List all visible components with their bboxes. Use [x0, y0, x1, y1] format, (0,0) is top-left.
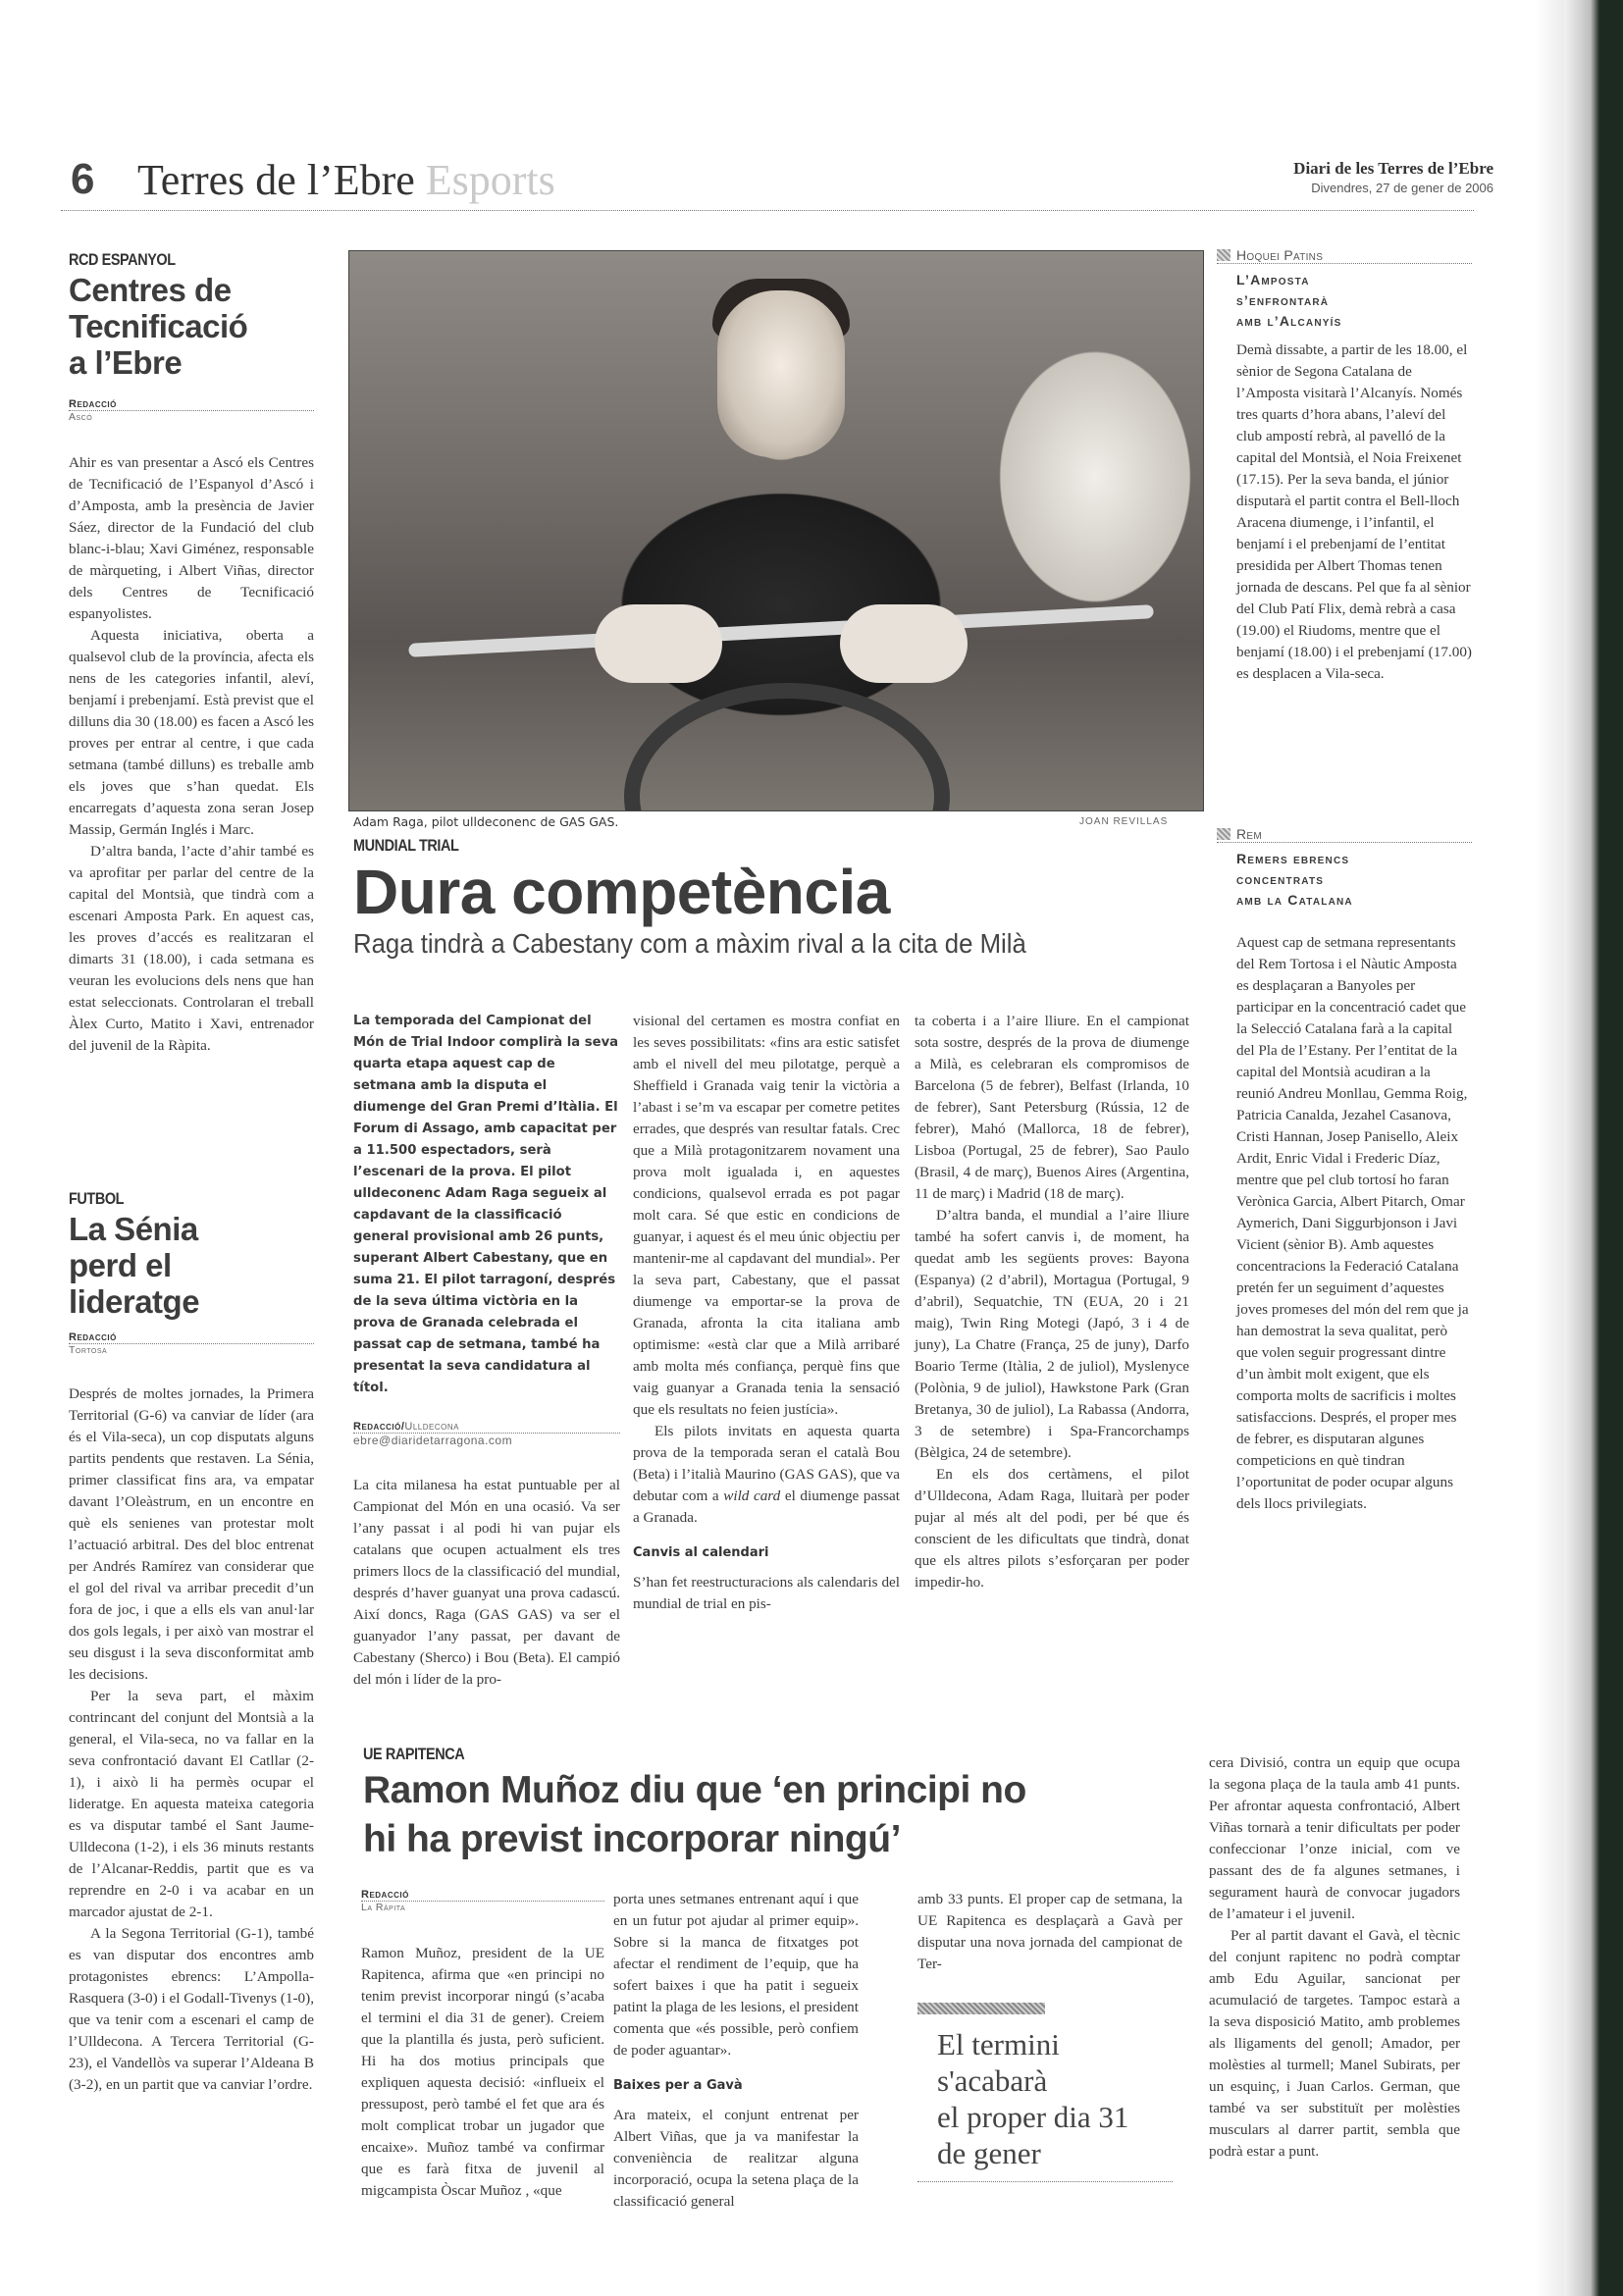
- article-kicker: UE RAPITENCA: [363, 1745, 465, 1763]
- article-headline: [69, 1211, 314, 1320]
- article-body: [917, 1889, 1182, 1975]
- headline-line: La Sénia: [69, 1211, 198, 1247]
- sidebar-headline: [1236, 270, 1472, 332]
- trial-column-1: [353, 1011, 620, 1691]
- paragraph: D’altra banda, l’acte d’ahir també es va aprofitar per parlar del centre de la capital del Montsià, que tindrà com a escenari Amposta Park. En aquest cas, les proves d’accés es realitzaran el dimarts 31 (18.00), i cada setmana es veuran les evolucions dels nens que han estat seleccionats. Controlaran el treball Àlex Curto, Matito i Xavi, entrenador del juvenil de la Ràpita.: [69, 843, 314, 1054]
- scan-border: [1564, 0, 1623, 2296]
- masthead-rule: [61, 210, 1474, 211]
- article-headline: Dura competència: [353, 857, 890, 927]
- paragraph: visional del certamen es mostra confiat en les seves possibilitats: «fins ara estic satisfet amb el nivell del meu pilotatge, perquè a Sheffield i Granada vaig tenir la victòria a l’abast i se’m va escapar per cometre petites errades, que després van resultar fatals. Crec que a Milà protagonitzarem novament una prova molt igualada i, en aquestes condicions, qualsevol errada es pot pagar molt cara. Sé que estic en condicions de guanyar, i aquest és el meu únic objectiu per mantenir-me al capdavant del mundial». Per la seva part, Cabestany, que el passat diumenge va emportar-se la prova de Granada, afronta la cita italiana amb optimisme: «està clar que a Milà arribaré amb molta més confiança, perquè fins que vaig guanyar a Granada tenia la sensació que els resultats no feien justícia».: [633, 1013, 900, 1418]
- sidebar-body: Aquest cap de setmana representants del Rem Tortosa i el Nàutic Amposta es desplaçaran a Banyoles per participar en la concentració cadet que la Selecció Catalana farà a la capital del Pla de l’Estany. Per l’entitat de la capital del Montsià acudiran a la reunió Andreu Monllau, Gemma Roig, Patricia Canalda, Jezahel Casanova, Cristi Hannan, Josep Panisello, Aleix Ardit, Enric Vidal i Frederic Díaz, mentre que pel club tortosí ho faran Verònica Garcia, Albert Pitarch, Omar Aymerich, Dani Siggurbjonson i Javi Vicient (sènior B). Amb aquestes concentracions la Federació Catalana pretén fer un seguiment d’aquestes joves promeses del món del rem que ja han demostrat la seva qualitat, però que volen seguir progressant dintre d’un àmbit molt exigent, que els comporta molts de sacrificis i moltes satisfaccions. Després, el proper mes de febrer, es disputaran algunes competicions en què tindran l’oportunitat de poder ocupar alguns dels llocs privilegiats.: [1236, 934, 1469, 1512]
- article-kicker: FUTBOL: [69, 1189, 125, 1208]
- section-title-sub: Esports: [425, 156, 555, 204]
- masthead: [61, 147, 1493, 216]
- pullquote-rule: [917, 2181, 1173, 2182]
- rapitenca-column-3: [917, 1889, 1182, 2182]
- headline-line: perd el: [69, 1247, 172, 1283]
- sidebar-body: Demà dissabte, a partir de les 18.00, el sènior de Segona Catalana de l’Amposta visitarà l’Alcanyís. Només tres quarts d’hora abans, l’aleví del club ampostí rebrà, al pavelló de la capital del Montsià, el Noia Freixenet (17.15). Per la seva banda, el júnior disputarà el partit contra el Bell-lloch Aracena diumenge, i l’infantil, el benjamí i el prebenjamí de l’entitat presidida per Albert Thomas tenen jornada de descans. Pel que fa al sènior del Club Patí Flix, demà rebrà a casa (19.00) el Riudoms, mentre que el benjamí (18.00) i el prebenjamí (17.00) es desplacen a Vila-seca.: [1236, 341, 1472, 682]
- byline: Redacció: [69, 1331, 314, 1344]
- section-title: [137, 155, 555, 205]
- headline-line: Remers ebrencs: [1236, 851, 1350, 866]
- pullquote-line: el proper dia 31: [937, 2100, 1129, 2134]
- headline-line: Ramon Muñoz diu que ‘en principi no: [363, 1769, 1026, 1811]
- pullquote-line: El termini: [937, 2027, 1060, 2061]
- paragraph: porta unes setmanes entrenant aquí i que en un futur pot ajudar al primer equip». Sobre si la manca de fitxatges pot afectar el rendiment de l’equip, que ha sofert baixes i que ha patit i segueix patint la plaga de les lesions, el president comenta que «és possible, però confiem de poder aguantar».: [613, 1891, 859, 2059]
- page-number: 6: [71, 155, 95, 203]
- paragraph: A la Segona Territorial (G-1), també es van disputar dos encontres amb protagonistes ebrencs: L’Ampolla-Rasquera (3-0) i el Godall-Tivenys (1-0), que va tenir com a escenari el camp de l’Ulldecona. A Tercera Territorial (G-23), el Vandellòs va superar l’Aldeana B (3-2), en un partit que va canviar l’ordre.: [69, 1925, 314, 2093]
- article-senia: [69, 1189, 314, 2096]
- byline-location: Ulldecona: [404, 1421, 459, 1433]
- article-body: [69, 1383, 314, 2096]
- pullquote-bar: [917, 2003, 1045, 2014]
- trial-column-2: [633, 1011, 900, 1615]
- article-body: [69, 452, 314, 1057]
- scan-shadow: [1535, 0, 1564, 2296]
- rapitenca-column-1: [361, 1889, 604, 2202]
- pullquote-line: s'acabarà: [937, 2063, 1048, 2098]
- rapitenca-column-4: [1209, 1752, 1460, 2163]
- photo-handlebars: [408, 604, 1154, 657]
- byline: Redacció: [361, 1889, 604, 1902]
- photo-credit: JOAN REVILLAS: [1079, 816, 1169, 827]
- article-rapitenca: [363, 1745, 1207, 1864]
- photo-hand: [840, 604, 968, 683]
- subhead: Baixes per a Gavà: [613, 2078, 743, 2093]
- trial-column-3: [915, 1011, 1189, 1593]
- byline-location: La Ràpita: [361, 1902, 406, 1913]
- paragraph: [633, 1421, 900, 1529]
- paragraph: amb 33 punts. El proper cap de setmana, la UE Rapitenca es desplaçarà a Gavà per disputar una nova jornada del campionat de Ter-: [917, 1891, 1182, 1972]
- sidebar-headline: [1236, 849, 1472, 911]
- italic-term: wild card: [723, 1487, 781, 1504]
- byline-location: Ascó: [69, 411, 93, 423]
- byline-location: Tortosa: [69, 1344, 108, 1356]
- byline-email[interactable]: ebre@diaridetarragona.com: [353, 1434, 513, 1447]
- byline: Redacció/Ulldecona: [353, 1421, 620, 1434]
- photo-caption: Adam Raga, pilot ulldeconenc de GAS GAS.: [353, 814, 619, 829]
- photo-adam-raga: [348, 250, 1204, 811]
- headline-line: amb l’Alcanyís: [1236, 313, 1342, 329]
- text-span: Els pilots invitats en aquesta quarta prova de la temporada seran el català Bou (Beta) i l’italià Maurino (GAS GAS), que va debutar com a: [633, 1423, 900, 1504]
- paragraph: En els dos certàmens, el pilot d’Ulldecona, Adam Raga, lluitarà per poder pujar al més alt del podi, per bé que és conscient de les dificultats que tindrà, donat que els altres pilots s’esforçaran per poder impedir-ho.: [915, 1466, 1189, 1591]
- paragraph: Per la seva part, el màxim contrincant del conjunt del Montsià a la general, el Vila-seca, no va fallar en la seva confrontació davant El Catllar (2-1), i això li ha permès ocupar el lideratge. En aquesta mateixa categoria es va disputar també el Sant Jaume-Ulldecona (1-2), i els 36 minuts restants de l’Alcanar-Reddis, partit que es va reprendre en 2-0 i va acabar en un marcador ajustat de 2-1.: [69, 1688, 314, 1920]
- article-body: [353, 1475, 620, 1691]
- tag-square-icon: [1217, 249, 1230, 261]
- section-title-main: Terres de l’Ebre: [137, 156, 415, 204]
- paragraph: Ramon Muñoz, president de la UE Rapitenca, afirma que «en principi no tenim previst incorporar ningú (s’acaba el termini el dia 31 de gener). Creiem que la plantilla és justa, però suficient. Hi ha dos motius principals que expliquen aquesta decisió: «influeix el pressupost, però també el fet que ara és molt complicat trobar un jugador que encaixe». Muñoz també va confirmar que es farà fitxa de juvenil al migcampista Òscar Muñoz , «que: [361, 1945, 604, 2199]
- sidebar-tag-label: Hoquei Patins: [1236, 247, 1324, 263]
- headline-line: L’Amposta: [1236, 272, 1310, 287]
- photo-hand: [595, 604, 722, 683]
- sidebar-hoquei: [1217, 247, 1472, 685]
- pullquote: [937, 2026, 1182, 2171]
- headline-line: Tecnificació: [69, 308, 248, 344]
- photo-face: [717, 290, 845, 457]
- paragraph: Ahir es van presentar a Ascó els Centres de Tecnificació de l’Espanyol d’Ascó i d’Amposta, amb la presència de Javier Sáez, director de la Fundació del club blanc-i-blau; Xavi Giménez, responsable de màrqueting, i Albert Viñas, director dels Centres de Tecnificació espanyolistes.: [69, 454, 314, 622]
- article-trial: [353, 836, 1202, 960]
- paper-name: Diari de les Terres de l’Ebre: [1293, 159, 1493, 178]
- headline-line: hi ha previst incorporar ningú’: [363, 1818, 901, 1860]
- subhead: Canvis al calendari: [633, 1545, 769, 1560]
- paragraph: Aquesta iniciativa, oberta a qualsevol club de la província, afecta els nens de les categories infantil, aleví, benjamí i prebenjamí. Està previst que el dilluns dia 30 (18.00) es facen a Ascó les proves per entrar al centre, i que cada setmana (també dilluns) es treballe amb els joves que s’han quedat. Els encarregats d’aquesta zona seran Josep Massip, Germán Inglés i Marc.: [69, 627, 314, 838]
- byline: Redacció: [69, 398, 314, 411]
- sidebar-tag: [1217, 247, 1472, 264]
- headline-line: concentrats: [1236, 871, 1325, 887]
- paragraph: D’altra banda, el mundial a l’aire lliure també ha sofert canvis i, de moment, ha quedat amb les següents proves: Bayona (Espanya) (2 d’abril), Mortagua (Portugal, 9 d’abril), Sequatchie, TN (EUA, 20 i 21 maig), Twin Ring Motegi (Japó, 3 i 4 de juny), La Chatre (França, 25 de juny), Darfo Boario Terme (Itàlia, 2 de juliol), Myslenyce (Polònia, 9 de juliol), Hawkstone Park (Gran Bretanya, 30 de juliol), La Rabassa (Andorra, 3 de setembre) i Spa-Francorchamps (Bèlgica, 24 de setembre).: [915, 1207, 1189, 1461]
- article-lead: La temporada del Campionat del Món de Trial Indoor complirà la seva quarta etapa aquest cap de setmana amb la disputa el diumenge del Gran Premi d’Itàlia. El Forum di Assago, amb capacitat per a 11.500 espectadors, serà l’escenari de la prova. El pilot ulldeconenc Adam Raga segueix al capdavant de la classificació general provisional amb 26 punts, superant Albert Cabestany, que en suma 21. El pilot tarragoní, després de la seva última victòria en la prova de Granada celebrada el passat cap de setmana, també ha presentat la seva candidatura al títol.: [353, 1014, 619, 1395]
- headline-line: s’enfrontarà: [1236, 292, 1330, 308]
- paragraph: S’han fet reestructuracions als calendaris del mundial de trial en pis-: [633, 1574, 900, 1612]
- article-espanyol: [69, 250, 314, 1057]
- paragraph: ta coberta i a l’aire lliure. En el campionat sota sostre, després de la prova de diumenge a Milà, es celebraran els compromisos de Barcelona (5 de febrer), Belfast (Irlanda, 10 de febrer), Sant Petersburg (Rússia, 12 de febrer), Mahó (Mallorca, 18 de febrer), Lisboa (Portugal, 25 de febrer), Sao Paulo (Brasil, 4 de març), Buenos Aires (Argentina, 11 de març) i Madrid (18 de març).: [915, 1013, 1189, 1202]
- text-span: el diumenge passat a Granada.: [633, 1487, 900, 1526]
- article-kicker: MUNDIAL TRIAL: [353, 836, 459, 855]
- tag-square-icon: [1217, 828, 1230, 840]
- paragraph: Per al partit davant el Gavà, el tècnic del conjunt rapitenc no podrà comptar amb Edu Aguilar, sancionat per acumulació de targetes. Tampoc estarà a la seva disposició Matito, amb problemes als lligaments del genoll; Amador, per molèsties al turmell; Manel Subirats, per un esquinç, i Juan Carlos. German, que també va ser substituït per molèsties musculars al darrer partit, sembla que podrà estar a punt.: [1209, 1927, 1460, 2160]
- article-headline: [363, 1766, 1207, 1864]
- article-headline: [69, 272, 314, 381]
- article-kicker: RCD ESPANYOL: [69, 250, 176, 269]
- headline-line: Centres de: [69, 272, 232, 308]
- paragraph: Ara mateix, el conjunt entrenat per Albert Viñas, que ja va manifestar la conveniència de realitzar alguna incorporació, ocupa la setena plaça de la classificació general: [613, 2107, 859, 2210]
- article-subheadline: Raga tindrà a Cabestany com a màxim rival a la cita de Milà: [353, 928, 1026, 959]
- article-body: [361, 1943, 604, 2202]
- headline-line: lideratge: [69, 1283, 200, 1320]
- headline-line: a l’Ebre: [69, 344, 183, 381]
- sidebar-tag-label: Rem: [1236, 826, 1263, 842]
- rapitenca-column-2: [613, 1889, 859, 2213]
- photo-wheel: [624, 683, 950, 811]
- pullquote-line: de gener: [937, 2136, 1041, 2170]
- paragraph: cera Divisió, contra un equip que ocupa la segona plaça de la taula amb 41 punts. Per afrontar aquesta confrontació, Albert Viñas tornarà a tenir dificultats per poder confeccionar l’onze inicial, com ve passant des de fa algunes setmanes, i segurament haurà de convocar jugadors de l’amateur i el juvenil.: [1209, 1754, 1460, 1922]
- paragraph: La cita milanesa ha estat puntuable per al Campionat del Món en una ocasió. Va ser l’any passat i al podi hi van pujar els catalans que ocupen actualment els tres primers llocs de la classificació del mundial, després d’haver guanyat una prova cadascú. Així doncs, Raga (GAS GAS) va ser el guanyador l’any passat, per davant de Cabestany (Sherco) i Bou (Beta). El campió del món i líder de la pro-: [353, 1477, 620, 1688]
- byline-name: Redacció: [353, 1421, 401, 1433]
- sidebar-rem: [1217, 826, 1472, 1515]
- sidebar-tag: [1217, 826, 1472, 843]
- headline-line: amb la Catalana: [1236, 892, 1353, 908]
- paragraph: Després de moltes jornades, la Primera Territorial (G-6) va canviar de líder (ara és el Vila-seca), un cop disputats alguns partits pendents que restaven. La Sénia, primer classificat fins ara, va empatar davant l’Oleàstrum, en un encontre en què els senienes van protestar molt l’actuació arbitral. Des del bloc entrenat per Andrés Ramírez van considerar que el gol del rival va arribar precedit d’un fora de joc, i que a ells els van anul·lar dos gols legals, i per això van mostrar el seu disgust i la seva disconformitat amb les decisions.: [69, 1385, 314, 1683]
- issue-date: Divendres, 27 de gener de 2006: [1311, 181, 1493, 195]
